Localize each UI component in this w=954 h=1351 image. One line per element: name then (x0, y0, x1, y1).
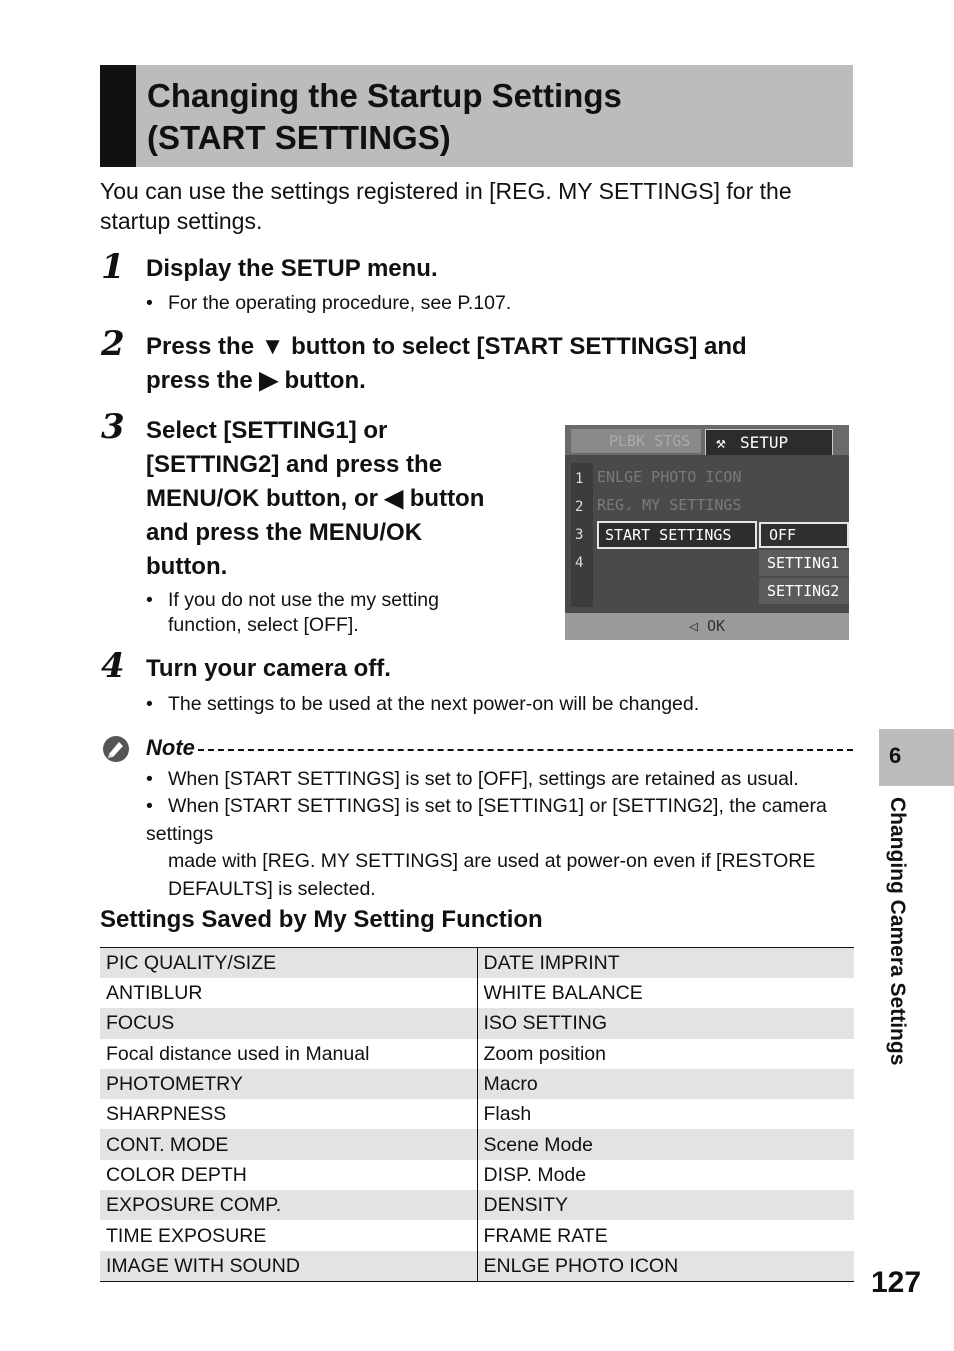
chapter-number: 6 (889, 743, 902, 768)
wrench-icon: ⚒ (716, 433, 726, 452)
step-1-bullet: • For the operating procedure, see P.107. (146, 292, 512, 314)
table-cell: TIME EXPOSURE (100, 1220, 477, 1250)
lcd-tab-setup: ⚒ SETUP (705, 429, 833, 455)
table-row (100, 1220, 854, 1250)
lcd-page-number: 1 (575, 471, 584, 487)
step-4-text: Turn your camera off. (146, 655, 391, 682)
table-row (100, 1069, 854, 1099)
page-number: 127 (871, 1266, 922, 1299)
table-cell: PIC QUALITY/SIZE (100, 948, 477, 979)
table-cell: Focal distance used in Manual (100, 1039, 477, 1069)
step-2-text: Press the ▼ button to select [START SETTINGS] and press the ▶ button. (146, 333, 747, 394)
title-accent-block (100, 65, 136, 167)
page-title-line1: Changing the Startup Settings (147, 77, 622, 114)
table-cell: Flash (483, 1103, 532, 1126)
table-row (100, 1039, 854, 1069)
step-4-number: 4 (101, 646, 125, 686)
lcd-menu-item: REG. MY SETTINGS (597, 496, 742, 514)
table-cell: Macro (477, 1069, 854, 1099)
table-row (100, 1190, 854, 1220)
lcd-page-number: 4 (575, 555, 584, 571)
page-title (147, 75, 843, 159)
table-cell: Scene Mode (477, 1129, 854, 1159)
chapter-title: Changing Camera Settings (886, 797, 909, 1066)
step-1-text: Display the SETUP menu. (146, 255, 438, 282)
note-bullet-1: • When [START SETTINGS] is set to [OFF], settings are retained as usual. (146, 768, 799, 790)
step-3-text: Select [SETTING1] or [SETTING2] and press the MENU/OK button, or ◀ button and press the MENU/OK button. (146, 417, 485, 580)
table-cell: WHITE BALANCE (483, 982, 643, 1005)
step-2-number: 2 (101, 324, 125, 364)
lcd-page-number: 3 (575, 527, 584, 543)
lcd-menu-item: ENLGE PHOTO ICON (597, 468, 742, 486)
table-row (100, 948, 854, 979)
table-cell: ENLGE PHOTO ICON (477, 1251, 854, 1282)
note-pencil-icon (102, 735, 130, 763)
step-3-bullet: • If you do not use the my setting function, select [OFF]. (146, 589, 439, 636)
chapter-tab (879, 729, 954, 786)
lcd-menu-item-selected: START SETTINGS (597, 521, 757, 549)
note-label: Note (146, 735, 195, 760)
table-cell: FRAME RATE (483, 1224, 608, 1247)
lcd-tab-bar (565, 425, 849, 455)
table-cell: ISO SETTING (477, 1008, 854, 1038)
table-cell: IMAGE WITH SOUND (100, 1251, 477, 1282)
lcd-option-off: OFF (759, 522, 849, 548)
lcd-option-setting2: SETTING2 (759, 578, 849, 604)
table-row (100, 978, 854, 1008)
note-bullet-2: • When [START SETTINGS] is set to [SETTING1] or [SETTING2], the camera settings made with [REG. MY SETTINGS] are used at power-on even if [RESTORE DEFAULTS] is selected. (146, 795, 827, 900)
step-1-number: 1 (101, 247, 125, 287)
intro-paragraph: You can use the settings registered in [REG. MY SETTINGS] for the startup settings. (100, 178, 792, 234)
table-cell: Zoom position (483, 1042, 606, 1065)
table-cell: FOCUS (100, 1008, 477, 1038)
table-row (100, 1251, 854, 1282)
table-row (100, 1099, 854, 1129)
table-cell: SHARPNESS (100, 1099, 477, 1129)
section-heading: Settings Saved by My Setting Function (100, 906, 543, 933)
table-cell: DISP. Mode (483, 1163, 587, 1186)
camera-setup-menu-screenshot (565, 425, 849, 640)
table-cell: CONT. MODE (100, 1129, 477, 1159)
table-cell: EXPOSURE COMP. (100, 1190, 477, 1220)
table-cell: DENSITY (477, 1190, 854, 1220)
settings-table (100, 947, 854, 1282)
lcd-bottom-hint: ◁ OK (565, 613, 849, 640)
title-banner (100, 65, 853, 167)
note-dashed-rule (198, 749, 853, 751)
table-cell: COLOR DEPTH (100, 1160, 477, 1190)
page-title-line2: (START SETTINGS) (147, 119, 451, 156)
table-row (100, 1129, 854, 1159)
table-cell: PHOTOMETRY (100, 1069, 477, 1099)
step-3-number: 3 (101, 407, 125, 447)
table-cell: ANTIBLUR (100, 978, 477, 1008)
lcd-option-setting1: SETTING1 (759, 550, 849, 576)
step-4-bullet: • The settings to be used at the next power-on will be changed. (146, 693, 700, 715)
table-row (100, 1008, 854, 1038)
lcd-page-number: 2 (575, 499, 584, 515)
table-cell: DATE IMPRINT (477, 948, 854, 979)
table-row (100, 1160, 854, 1190)
lcd-tab-playback-settings: PLBK STGS (571, 429, 701, 453)
